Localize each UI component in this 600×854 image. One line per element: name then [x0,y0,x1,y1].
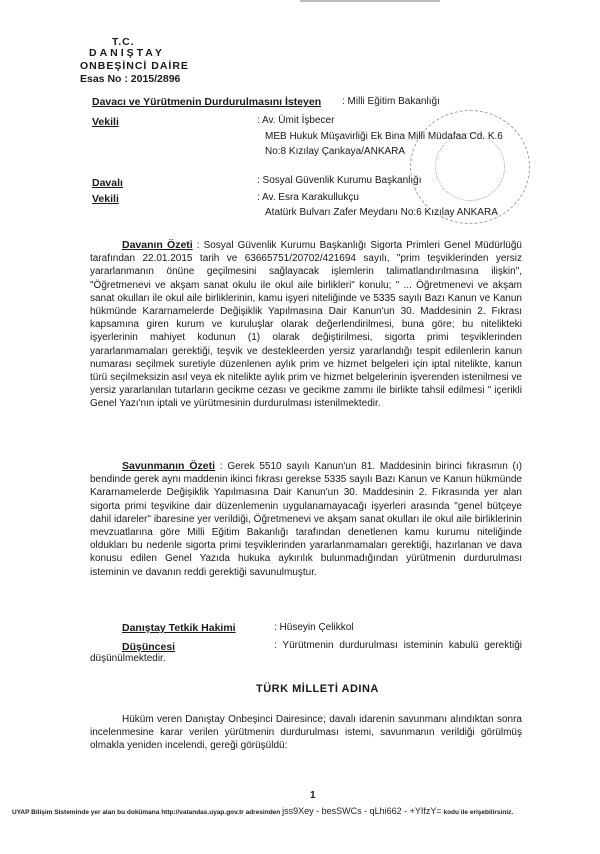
defense-summary-text: : Gerek 5510 sayılı Kanun'un 81. Maddesinin birinci fıkrasının (ı) bendinde gerek aynı maddenin ikinci fıkrası gerekse 5335 sayılı Bazı Kanun ve Kanun hükmünde Kararnamelerde Değişiklik Yapılmasına Dair Kanun'un 30. Maddesinin 2. Fıkrasında yer alan sigorta primi teşvikine dair düzenlemenin uygulanamayacağı işyerleri arasında "genel bütçeye dahil idareler" ibaresine yer verildiği, Öğretmenevi ve akşam sanat okulları ile okul aile birliklerinin mevzuatlarına göre Milli Eğitim Bakanlığı tarafından denetlenen kamu kurumu niteliğinde oldukları bu nedenle sigorta primi teşviklerinden yararlanmamaları gerektiği, hazırlanan ve dava konusu edilen Genel Yazıda hukuka aykırılık bulunmadığından yürütmenin durdurulması isteminin ve davanın reddi gerektiği savunulmuştur. [90,461,522,578]
footer-code: jss9Xey - besSWCs - qLhi662 - +YIfzY= [282,806,442,816]
header-case-number: Esas No : 2015/2896 [80,73,181,85]
plaintiff-address-line2: No:8 Kızılay Çankaya/ANKARA [265,146,406,157]
scan-artifact-line [300,0,440,6]
defense-summary-paragraph [90,460,522,579]
defendant-value: : Sosyal Güvenlik Kurumu Başkanlığı [257,175,422,186]
judge-label: Danıştay Tetkik Hakimi [122,622,236,634]
header-court: DANIŞTAY [89,47,165,59]
plaintiff-value: : Milli Eğitim Bakanlığı [342,96,440,107]
decision-paragraph: Hüküm veren Danıştay Onbeşinci Dairesince; davalı idarenin savunmanı alındıktan sonra incelenmesine karar verilen yürütmenin durdurulması istemi, savunmanın verildiği görülmüş olmakla yeniden incelendi, gereği görüşüldü: [90,714,522,752]
plaintiff-address-line1: MEB Hukuk Müşavirliği Ek Bina Milli Müdafaa Cd. K.6 [265,131,503,142]
case-summary-text: : Sosyal Güvenlik Kurumu Başkanlığı Sigorta Primleri Genel Müdürlüğü tarafından 22.01.2015 tarih ve 63665751/20702/421694 sayılı, "prim teşviklerinden yersiz yararlanmanın önüne geçilmesini sağlayacak işlemlerin talimatlandırılmasına ilişkin", "Öğretmenevi ve akşam sanat okulu ile okul aile birlikleri" konulu; " ... Öğretmenevi ve akşam sanat okulları ile okul aile birliklerinin, kamu işyeri niteliğinde ve 5335 sayılı Bazı Kanun ve Kanun hükmünde Kararnamelerde Değişiklik Yapılmasına Dair Kanun'un 30. Maddesinin 2. Fıkrası kapsamına giren kurum ve kuruluşlar olarak değerlendirilmesi, buna göre; bu nitelikteki işyerlerinin mahiyet kodunun (1) olarak değiştirilmesi, sigorta primi teşviklerinden yararlanmamaları gerektiği, teşvik ve destekleerden yersiz yararlandığı tespit edilenlerin kanun numarası seçilmek suretiyle düzenlenen aylık prim ve hizmet belgeleri için iptal nitelikte, kanun türü seçilmeksizin asıl veya ek nitelikte aylık prim ve hizmet belgelerinin işverenden istenilmesi ve yersiz yararlanılan tutarların gecikme cezası ve gecikme zammı ile birlikte tahsil edilmesi " içerikli Genel Yazı'nın iptali ve yürütmesinin durdurulması istenilmektedir. [90,240,522,410]
judge-opinion-label: Düşüncesi [122,641,176,653]
defendant-address: Atatürk Bulvarı Zafer Meydanı No:6 Kızılay ANKARA [265,207,498,218]
case-summary-label: Davanın Özeti [122,239,193,251]
defendant-attorney-label: Vekili [92,193,119,205]
defendant-label: Davalı [92,177,123,189]
header-chamber: ONBEŞİNCİ DAİRE [80,60,189,72]
page-number: 1 [310,790,316,801]
plaintiff-attorney-value: : Av. Ümit İşbecer [257,115,335,126]
header-tc: T.C. [112,36,135,48]
footer-notice [12,806,513,816]
defendant-attorney-value: : Av. Esra Karakullukçu [257,192,359,203]
section-title: TÜRK MİLLETİ ADINA [256,683,379,695]
judge-value: : Hüseyin Çelikkol [274,622,354,633]
plaintiff-label: Davacı ve Yürütmenin Durdurulmasını İsteyen [92,96,322,108]
footer-text: UYAP Bilişim Sisteminde yer alan bu dokümana http://vatandas.uyap.gov.tr adresinden [12,809,281,816]
footer-suffix: kodu ile erişebilirsiniz. [443,809,514,816]
judge-opinion-value: : Yürütmenin durdurulması isteminin kabulü gerektiği düşünülmektedir. [90,640,522,665]
plaintiff-attorney-label: Vekili [92,116,119,128]
defense-summary-label: Savunmanın Özeti [122,460,216,472]
seal-inner-ring [435,133,505,201]
case-summary-paragraph [90,239,522,411]
